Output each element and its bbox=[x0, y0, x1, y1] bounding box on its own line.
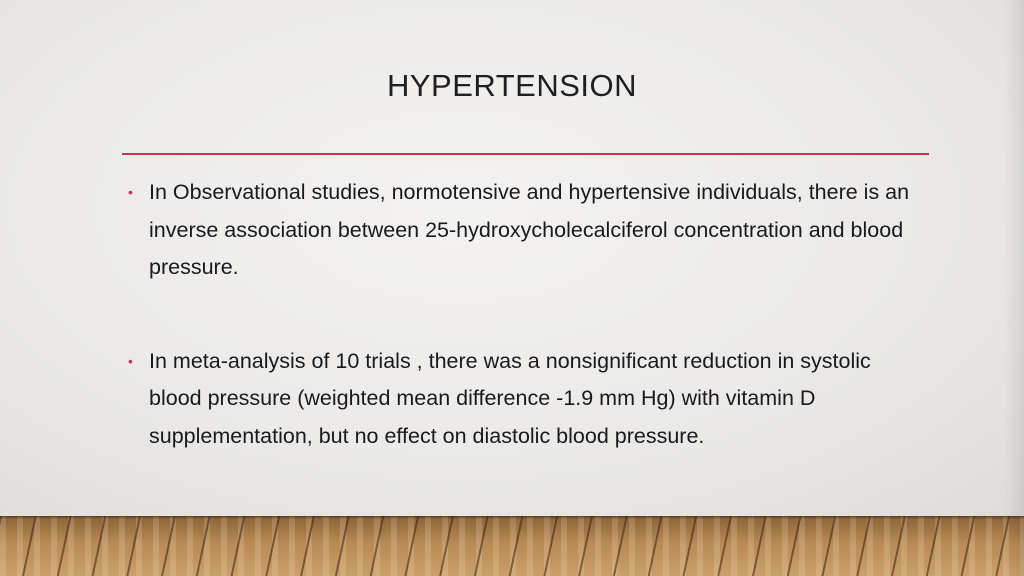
slide-edge-shadow bbox=[1004, 0, 1024, 576]
bullet-list bbox=[128, 174, 918, 455]
bullet-item bbox=[128, 174, 918, 287]
wood-floor-background bbox=[0, 516, 1024, 576]
bullet-text: In Observational studies, normotensive and hypertensive individuals, there is an inverse association between 25-hydroxycholecalciferol concentration and blood pressure. bbox=[149, 180, 910, 279]
bullet-marker: • bbox=[128, 352, 133, 369]
title-divider bbox=[122, 153, 929, 155]
slide-title: HYPERTENSION bbox=[386, 68, 638, 103]
bullet-item bbox=[128, 343, 918, 456]
floor-shadow-edge bbox=[0, 516, 1024, 519]
bullet-marker: • bbox=[128, 184, 133, 200]
bullet-text: In meta-analysis of 10 trials , there was a nonsignificant reduction in systolic blood pressure (weighted mean difference -1.9 mm Hg) with vitamin D supplementation, but no effect on diastolic blood pressure. bbox=[149, 348, 871, 448]
